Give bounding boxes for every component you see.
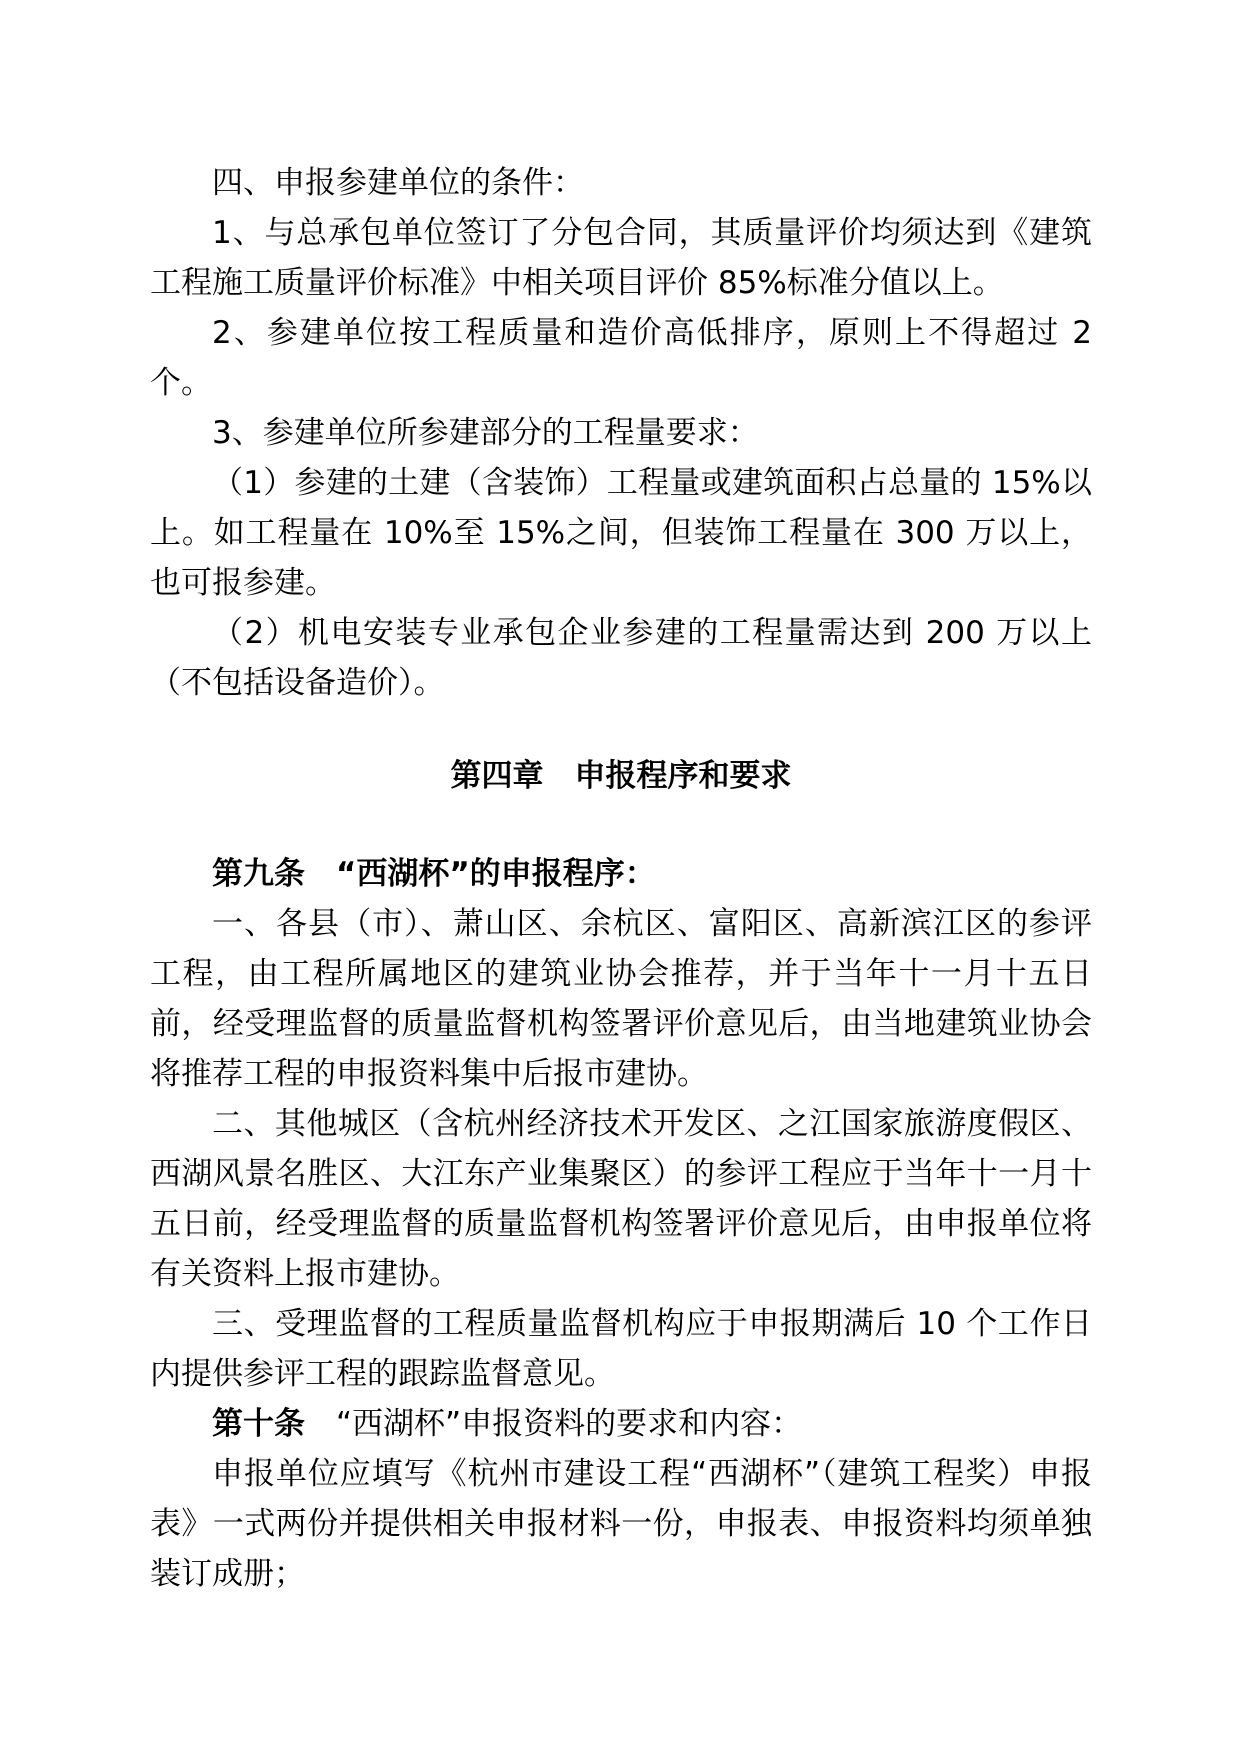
article9-para2: 二、其他城区（含杭州经济技术开发区、之江国家旅游度假区、西湖风景名胜区、大江东产业集聚区）的参评工程应于当年十一月十五日前，经受理监督的质量监督机构签署评价意见后，由申报单位将有关资料上报市建协。 bbox=[150, 1106, 1092, 1292]
article10-heading bbox=[150, 1399, 1092, 1449]
article10-text: “西湖杯”申报资料的要求和内容： bbox=[305, 1406, 803, 1442]
section4-item3: 3、参建单位所参建部分的工程量要求： bbox=[212, 415, 759, 451]
section4-item2: 2、参建单位按工程质量和造价高低排序，原则上不得超过 2 个。 bbox=[150, 315, 1092, 401]
section4-item3-1: （1）参建的土建（含装饰）工程量或建筑面积占总量的 15%以上。如工程量在 10%至 15%之间，但装饰工程量在 300 万以上，也可报参建。 bbox=[150, 465, 1092, 601]
article10-para1: 申报单位应填写《杭州市建设工程“西湖杯”（建筑工程奖）申报表》一式两份并提供相关申报材料一份，申报表、申报资料均须单独装订成册； bbox=[150, 1456, 1092, 1592]
article9-para3: 三、受理监督的工程质量监督机构应于申报期满后 10 个工作日内提供参评工程的跟踪监督意见。 bbox=[150, 1306, 1092, 1392]
section4-item3-2: （2）机电安装专业承包企业参建的工程量需达到 200 万以上（不包括设备造价）。 bbox=[150, 615, 1092, 701]
article10-label: 第十条 bbox=[212, 1406, 305, 1442]
document-page bbox=[150, 158, 1092, 1599]
article9-para1: 一、各县（市）、萧山区、余杭区、富阳区、高新滨江区的参评工程，由工程所属地区的建筑业协会推荐，并于当年十一月十五日前，经受理监督的质量监督机构签署评价意见后，由当地建筑业协会将推荐工程的申报资料集中后报市建协。 bbox=[150, 906, 1092, 1092]
article9-label: 第九条 “西湖杯”的申报程序： bbox=[212, 856, 656, 892]
chapter-title: 第四章 申报程序和要求 bbox=[450, 758, 792, 794]
section4-item1: 1、与总承包单位签订了分包合同，其质量评价均须达到《建筑工程施工质量评价标准》中相关项目评价 85%标准分值以上。 bbox=[150, 215, 1092, 301]
section4-heading: 四、申报参建单位的条件： bbox=[212, 165, 584, 201]
